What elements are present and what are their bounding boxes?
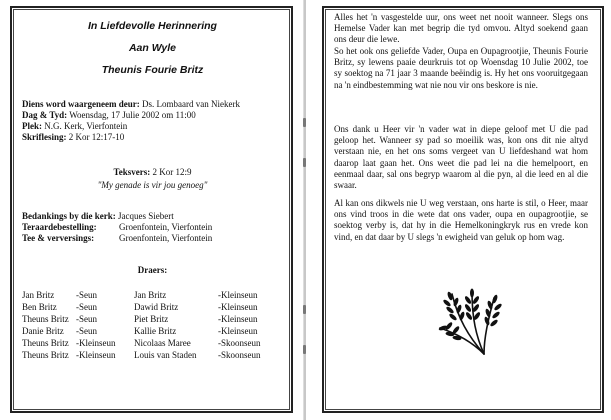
- church-thanks-line: [22, 211, 174, 222]
- bearer-relation: -Seun: [76, 314, 97, 324]
- bearer-name: Jan Britz: [22, 290, 55, 300]
- church-thanks-label: Bedankings by die kerk:: [22, 211, 116, 221]
- wheat-icon: [438, 288, 504, 358]
- funeral-label: Teraardebestelling:: [22, 222, 97, 232]
- bearer-name: Danie Britz: [22, 326, 64, 336]
- memorial-subheading: Aan Wyle: [128, 42, 177, 54]
- text-verse-value: 2 Kor 12:9: [152, 167, 192, 177]
- paragraph-4: Al kan ons dikwels nie U weg verstaan, ons harte is stil, o Heer, maar ons vind troos in die wete dat ons vader, oupa en oupagrootjie, se soektog verby is, dat hy in die Hemelkoningkryk rus en vrede kon vind, en dat daar by U slegs 'n ewigheid van geluk op hom wag.: [334, 198, 588, 242]
- reading-label: Skriflesing:: [22, 132, 67, 142]
- place-line: [22, 121, 127, 132]
- place-label: Plek:: [22, 121, 42, 131]
- text-verse-line: [0, 167, 305, 178]
- bearer-name: Nicolaas Maree: [134, 338, 191, 348]
- bearer-name: Louis van Staden: [134, 350, 197, 360]
- paragraph-2: So het ook ons geliefde Vader, Oupa en Oupagrootjie, Theunis Fourie Britz, sy lewens paaie deurkruis tot op Woensdag 10 Julie 2002, toe sy soektog na 71 jaar 3 maande beëindig is. Hy het ons vooruitgegaan na 'n eindbestemming wat nie nou vir ons beskore is nie.: [334, 46, 588, 90]
- bearer-relation: -Kleinseun: [76, 338, 116, 348]
- bearers-left-relations: [76, 289, 116, 361]
- date-time-label: Dag & Tyd:: [22, 110, 68, 120]
- bearer-name: Theuns Britz: [22, 350, 69, 360]
- bearer-name: Piet Britz: [134, 314, 169, 324]
- left-page: [0, 0, 305, 420]
- bearer-name: Dawid Britz: [134, 302, 179, 312]
- bearer-name: Theuns Britz: [22, 338, 69, 348]
- officiant-line: [22, 99, 240, 110]
- bearer-name: Theuns Britz: [22, 314, 69, 324]
- bearer-relation: -Seun: [76, 302, 97, 312]
- reading-line: [22, 132, 124, 143]
- memorial-heading: In Liefdevolle Herinnering: [88, 20, 217, 32]
- tea-label: Tee & verversings:: [22, 233, 95, 243]
- right-page: [306, 0, 611, 420]
- bearer-name: Ben Britz: [22, 302, 57, 312]
- bearer-relation: -Skoonseun: [218, 338, 261, 348]
- bearer-relation: -Seun: [76, 326, 97, 336]
- bearer-relation: -Skoonseun: [218, 350, 261, 360]
- date-time-value: Woensdag, 17 Julie 2002 om 11:00: [69, 110, 196, 120]
- paragraph-3: Ons dank u Heer vir 'n vader wat in diepe geloof met U die pad geloop het. Wanneer sy pad so moeilik was, kon ons dit nie altyd verstaan nie, en het ons soms vergeet van U liefdeshand wat hom daarop laat gaan het. Ons weet die pad lei na die hemelpoort, en eenmaal daar, sal ons begryp waarom al die pyn, al die leed en al die swaar.: [334, 124, 588, 191]
- bearer-relation: -Kleinseun: [76, 350, 116, 360]
- bearer-name: Jan Britz: [134, 290, 167, 300]
- text-verse-quote: "My genade is vir jou genoeg": [97, 180, 208, 190]
- bearers-title: Draers:: [137, 265, 168, 275]
- church-thanks-value: Jacques Siebert: [118, 211, 174, 221]
- bearers-right-relations: [218, 289, 261, 361]
- tea-line: [22, 233, 213, 244]
- tea-value: Groenfontein, Vierfontein: [119, 233, 213, 243]
- bearer-relation: -Kleinseun: [218, 314, 258, 324]
- officiant-value: Ds. Lombaard van Niekerk: [141, 99, 240, 109]
- officiant-label: Diens word waargeneem deur:: [22, 99, 140, 109]
- bearers-left-names: [22, 289, 69, 361]
- bearer-relation: -Kleinseun: [218, 302, 258, 312]
- funeral-line: [22, 222, 213, 233]
- bearer-relation: -Kleinseun: [218, 290, 258, 300]
- text-verse-label: Teksvers:: [113, 167, 151, 177]
- bearers-right-names: [134, 289, 197, 361]
- date-time-line: [22, 110, 196, 121]
- reading-value: 2 Kor 12:17-10: [68, 132, 125, 142]
- deceased-name: Theunis Fourie Britz: [101, 64, 204, 76]
- bearer-relation: -Seun: [76, 290, 97, 300]
- paragraph-1: Alles het 'n vasgestelde uur, ons weet net nooit wanneer. Slegs ons Hemelse Vader kan met begrip die tyd omvou. Altyd soekend gaan ons deur die lewe.: [334, 12, 588, 45]
- funeral-value: Groenfontein, Vierfontein: [119, 222, 213, 232]
- place-value: N.G. Kerk, Vierfontein: [44, 121, 128, 131]
- bearer-relation: -Kleinseun: [218, 326, 258, 336]
- bearer-name: Kallie Britz: [134, 326, 177, 336]
